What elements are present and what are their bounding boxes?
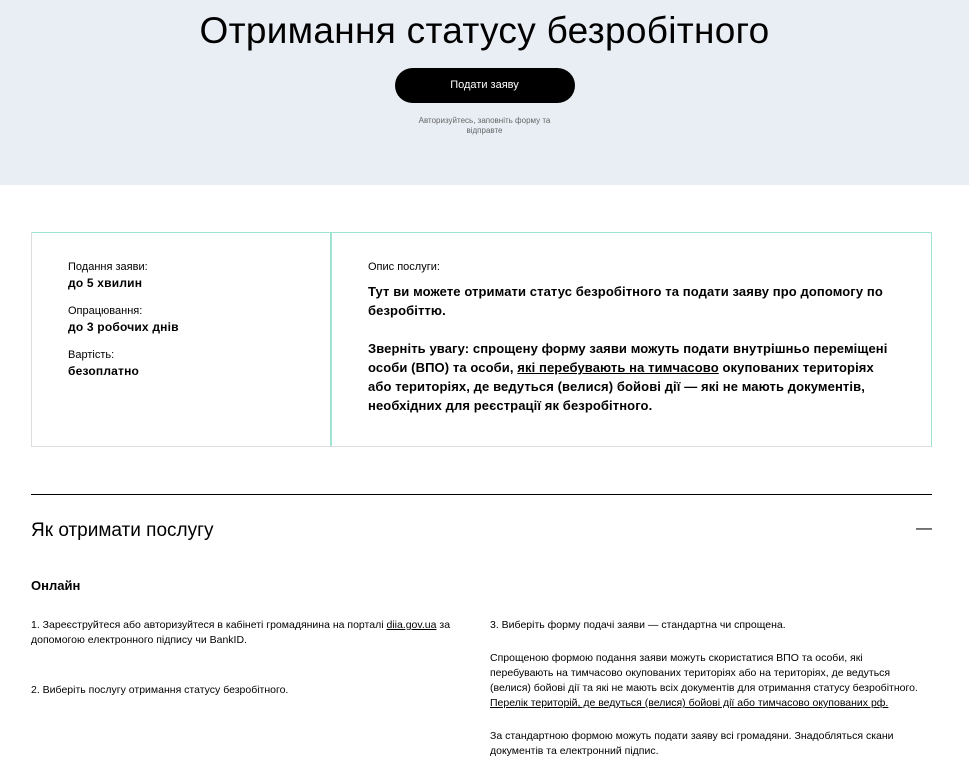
- attention-label: Зверніть увагу:: [368, 341, 470, 356]
- hint-text: Авторизуйтесь, заповніть форму та відправте: [418, 116, 551, 135]
- submit-application-button[interactable]: Подати заяву: [395, 68, 575, 103]
- attention-text: спрощену форму заяви можуть подати внутрішньо переміщені особи (ВПО) та особи,: [368, 341, 888, 375]
- territories-list-link[interactable]: Перелік територій, де ведуться (велися) бойові дії або тимчасово окупованих рф.: [490, 697, 889, 709]
- service-facts: [32, 233, 332, 446]
- step-3-simplified: Спрощеною формою подання заяви можуть скористатися ВПО та особи, які перебувають на тимчасово окупованих територіях або на територіях, де ведуться (велися) бойові дії та які не мають всіх документів для отримання статусу безробітного. Перелік територій, де ведуться (велися) бойові дії або тимчасово окупованих рф.: [490, 652, 918, 709]
- info-value: до 5 хвилин: [68, 276, 143, 290]
- online-subtitle: Онлайн: [31, 578, 81, 593]
- step-2: 2. Виберіть послугу отримання статусу безробітного.: [31, 684, 289, 696]
- description-intro: Тут ви можете отримати статус безробітного та подати заяву про допомогу по безробіттю.: [368, 284, 883, 318]
- info-label: Подання заяви:: [68, 261, 148, 273]
- diia-link[interactable]: diia.gov.ua: [386, 619, 437, 631]
- info-value: безоплатно: [68, 364, 140, 378]
- occupied-territories-link[interactable]: які перебувають на тимчасово: [517, 360, 719, 375]
- divider: [31, 494, 932, 495]
- attention-text: окупованих територіях або територіях, де ведуться (велися) бойові дії — які не мають документів, необхідних для реєстрації як безробітного.: [368, 360, 874, 413]
- step-3-standard: За стандартною формою можуть подати заяву всі громадяни. Знадобляться скани документів та електронний підпис.: [490, 730, 894, 757]
- steps-right: [490, 618, 920, 777]
- info-value: до 3 робочих днів: [68, 320, 179, 334]
- description-label: Опис послуги:: [368, 261, 440, 273]
- step-3: 3. Виберіть форму подачі заяви — стандартна чи спрощена.: [490, 619, 786, 631]
- service-description: [332, 233, 931, 446]
- info-label: Вартість:: [68, 349, 115, 361]
- hero: [0, 0, 969, 185]
- service-info-card: [31, 232, 932, 447]
- description-attention: [368, 339, 895, 415]
- steps-left: [31, 618, 476, 716]
- section-title[interactable]: Як отримати послугу: [31, 520, 214, 541]
- collapse-icon[interactable]: —: [916, 520, 932, 537]
- info-label: Опрацювання:: [68, 305, 143, 317]
- page-title: Отримання статусу безробітного: [199, 10, 770, 51]
- step-1: 1. Зареєструйтеся або авторизуйтеся в кабінеті громадянина на порталі diia.gov.ua за допомогою електронного підпису чи BankID.: [31, 619, 451, 646]
